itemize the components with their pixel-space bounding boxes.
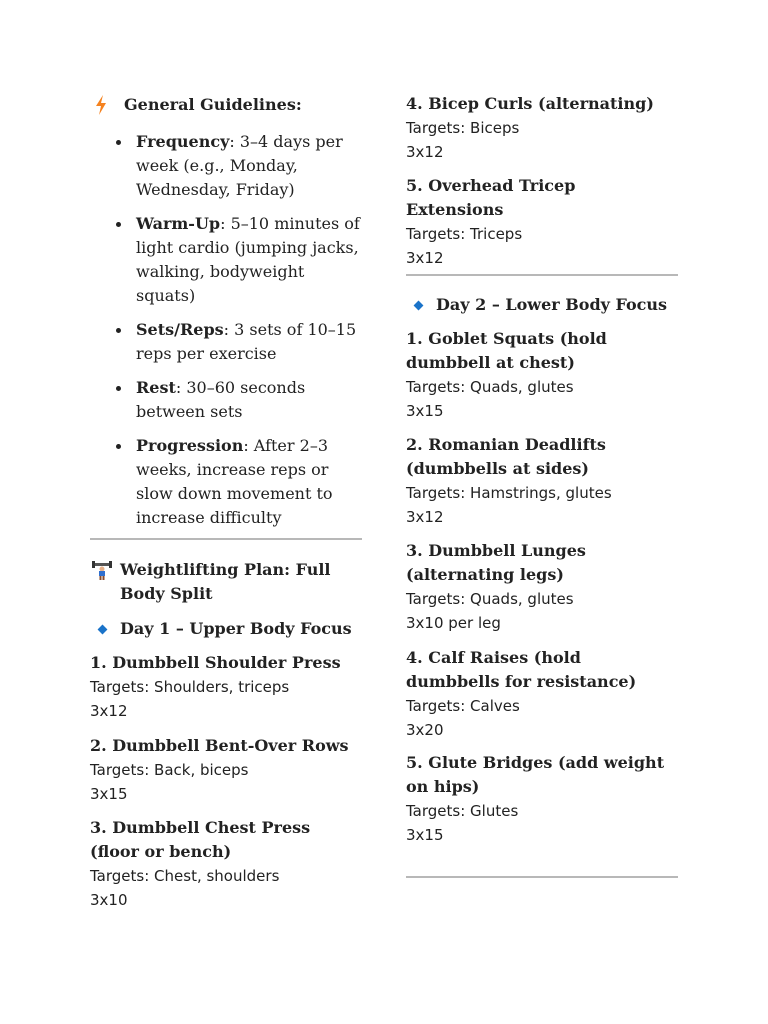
list-item: [90, 376, 362, 424]
exercise-sets: 3x20: [406, 721, 444, 739]
lightning-bolt-icon: [90, 93, 124, 122]
exercise-targets: Targets: Hamstrings, glutes: [406, 484, 612, 502]
exercise-sets: 3x12: [90, 702, 128, 720]
exercise-item: [406, 646, 678, 742]
exercise-sets: 3x15: [406, 826, 444, 844]
exercise-targets: Targets: Biceps: [406, 119, 520, 137]
guideline-text: : 30–60 seconds between sets: [136, 378, 306, 421]
exercise-item: [90, 816, 362, 912]
exercise-sets: 3x12: [406, 508, 444, 526]
exercise-sets: 3x12: [406, 143, 444, 161]
guideline-term: Progression: [136, 436, 244, 455]
diamond-bullet-icon: [98, 624, 108, 634]
list-item: [90, 318, 362, 366]
exercise-name: 3. Dumbbell Chest Press (floor or bench): [90, 818, 311, 861]
weightlifter-icon: [90, 558, 120, 587]
exercise-name: 4. Bicep Curls (alternating): [406, 94, 654, 113]
exercise-item: [406, 174, 678, 270]
exercise-name: 3. Dumbbell Lunges (alternating legs): [406, 541, 586, 584]
exercise-item: [406, 539, 678, 635]
guidelines-title: General Guidelines:: [124, 95, 302, 114]
exercise-sets: 3x10 per leg: [406, 614, 501, 632]
exercise-sets: 3x12: [406, 249, 444, 267]
exercise-targets: Targets: Glutes: [406, 802, 519, 820]
diamond-bullet-icon: [414, 300, 424, 310]
section-divider: [406, 274, 678, 276]
exercise-name: 4. Calf Raises (hold dumbbells for resistance): [406, 648, 637, 691]
plan-title: Weightlifting Plan: Full Body Split: [120, 560, 331, 603]
exercise-item: [406, 751, 678, 847]
exercise-targets: Targets: Shoulders, triceps: [90, 678, 290, 696]
guideline-term: Rest: [136, 378, 176, 397]
exercise-targets: Targets: Back, biceps: [90, 761, 249, 779]
guideline-text: : 3 sets of 10–15 reps per exercise: [136, 320, 357, 363]
exercise-name: 2. Dumbbell Bent-Over Rows: [90, 736, 349, 755]
section-divider: [406, 876, 678, 878]
guidelines-list: [90, 130, 362, 540]
section-divider: [90, 538, 362, 540]
exercise-item: [406, 92, 678, 164]
guideline-text: : 3–4 days per week (e.g., Monday, Wednesday, Friday): [136, 132, 343, 199]
exercise-name: 1. Dumbbell Shoulder Press: [90, 653, 341, 672]
exercise-targets: Targets: Chest, shoulders: [90, 867, 280, 885]
guideline-term: Sets/Reps: [136, 320, 224, 339]
day2-title: Day 2 – Lower Body Focus: [436, 295, 668, 314]
list-item: [90, 434, 362, 530]
exercise-item: [406, 433, 678, 529]
exercise-item: [90, 734, 362, 806]
exercise-sets: 3x15: [90, 785, 128, 803]
exercise-sets: 3x15: [406, 402, 444, 420]
exercise-name: 2. Romanian Deadlifts (dumbbells at sides): [406, 435, 606, 478]
day2-heading: [406, 293, 667, 317]
plan-heading: [90, 558, 362, 606]
exercise-targets: Targets: Quads, glutes: [406, 590, 574, 608]
day1-title: Day 1 – Upper Body Focus: [120, 619, 352, 638]
day1-heading: [90, 617, 352, 641]
exercise-name: 5. Glute Bridges (add weight on hips): [406, 753, 665, 796]
list-item: [90, 130, 362, 202]
exercise-item: [90, 651, 362, 723]
guideline-text: : 5–10 minutes of light cardio (jumping jacks, walking, bodyweight squats): [136, 214, 360, 305]
exercise-targets: Targets: Calves: [406, 697, 520, 715]
list-item: [90, 212, 362, 308]
guidelines-heading: [90, 93, 302, 122]
exercise-name: 5. Overhead Tricep Extensions: [406, 176, 576, 219]
guideline-text: : After 2–3 weeks, increase reps or slow down movement to increase difficulty: [136, 436, 333, 527]
guideline-term: Warm-Up: [136, 214, 221, 233]
exercise-item: [406, 327, 678, 423]
exercise-targets: Targets: Triceps: [406, 225, 523, 243]
exercise-name: 1. Goblet Squats (hold dumbbell at chest): [406, 329, 607, 372]
exercise-targets: Targets: Quads, glutes: [406, 378, 574, 396]
guideline-term: Frequency: [136, 132, 230, 151]
exercise-sets: 3x10: [90, 891, 128, 909]
